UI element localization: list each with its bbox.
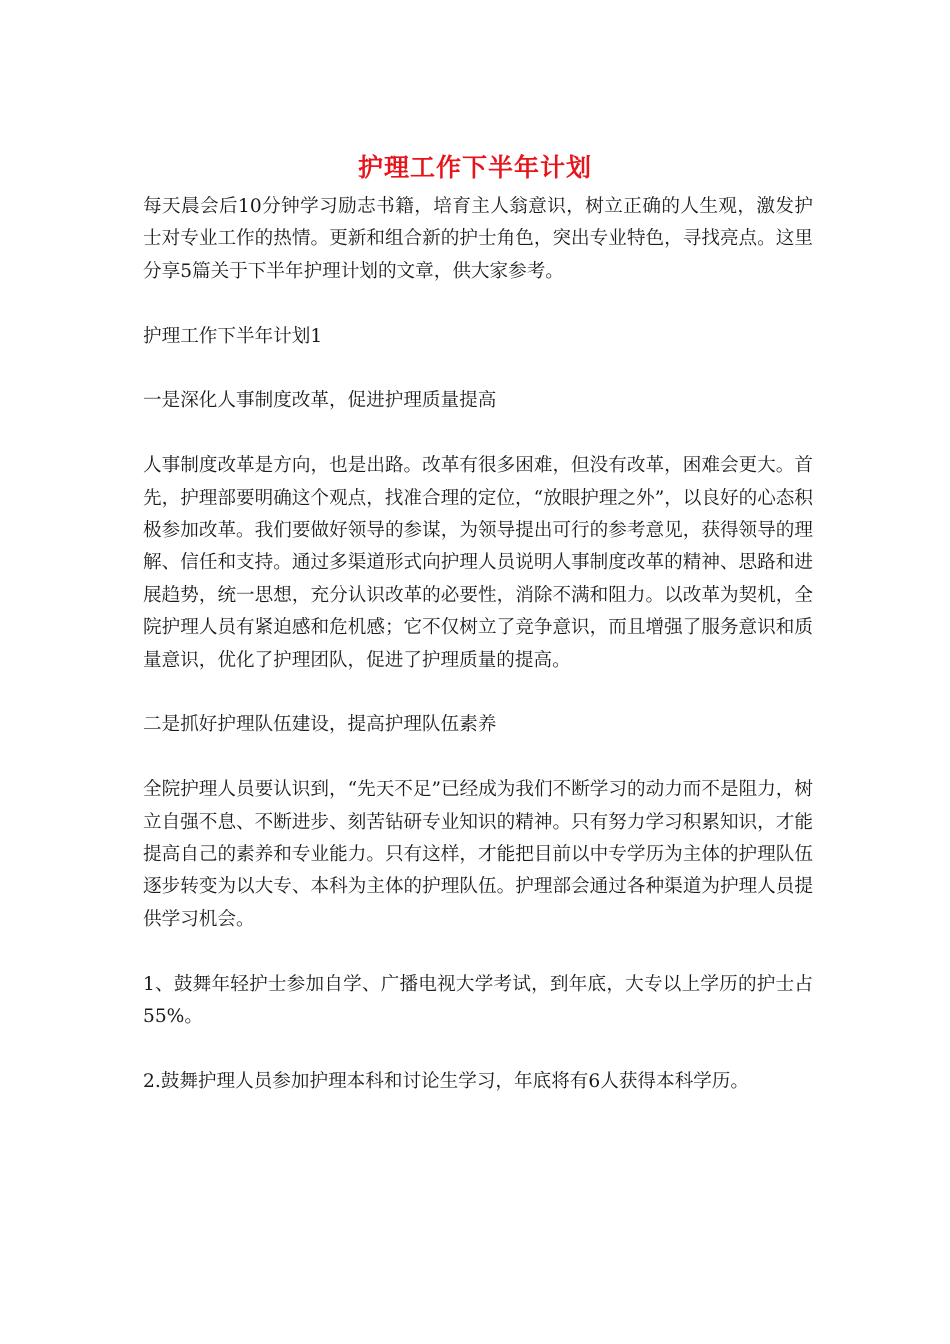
document-body xyxy=(143,191,813,1098)
subheading-reform: 一是深化人事制度改革，促进护理质量提高 xyxy=(143,390,497,412)
list-item-2: 2.鼓舞护理人员参加护理本科和讨论生学习，年底将有6人获得本科学历。 xyxy=(143,1070,749,1092)
reform-paragraph: 人事制度改革是方向，也是出路。改革有很多困难，但没有改革，困难会更大。首先，护理部要明确这个观点，找准合理的定位，“放眼护理之外”，以良好的心态积极参加改革。我们要做好领导的参谋，为领导提出可行的参考意见，获得领导的理解、信任和支持。通过多渠道形式向护理人员说明人事制度改革的精神、思路和进展趋势，统一思想，充分认识改革的必要性，消除不满和阻力。以改革为契机，全院护理人员有紧迫感和危机感；它不仅树立了竞争意识，而且增强了服务意识和质量意识，优化了护理团队，促进了护理质量的提高。 xyxy=(143,455,813,671)
document-title: 护理工作下半年计划 xyxy=(357,153,592,182)
section-heading-plan-1: 护理工作下半年计划1 xyxy=(143,325,323,347)
team-building-paragraph: 全院护理人员要认识到，“先天不足”已经成为我们不断学习的动力而不是阻力，树立自强不息、不断进步、刻苦钻研专业知识的精神。只有努力学习积累知识，才能提高自己的素养和专业能力。只有这样，才能把目前以中专学历为主体的护理队伍逐步转变为以大专、本科为主体的护理队伍。护理部会通过各种渠道为护理人员提供学习机会。 xyxy=(143,779,813,930)
list-item-1: 1、鼓舞年轻护士参加自学、广播电视大学考试，到年底，大专以上学历的护士占55%。 xyxy=(143,973,813,1028)
subheading-team-building: 二是抓好护理队伍建设，提高护理队伍素养 xyxy=(143,714,497,736)
intro-paragraph: 每天晨会后10分钟学习励志书籍，培育主人翁意识，树立正确的人生观，激发护士对专业工作的热情。更新和组合新的护士角色，突出专业特色，寻找亮点。这里分享5篇关于下半年护理计划的文章，供大家参考。 xyxy=(143,196,813,282)
